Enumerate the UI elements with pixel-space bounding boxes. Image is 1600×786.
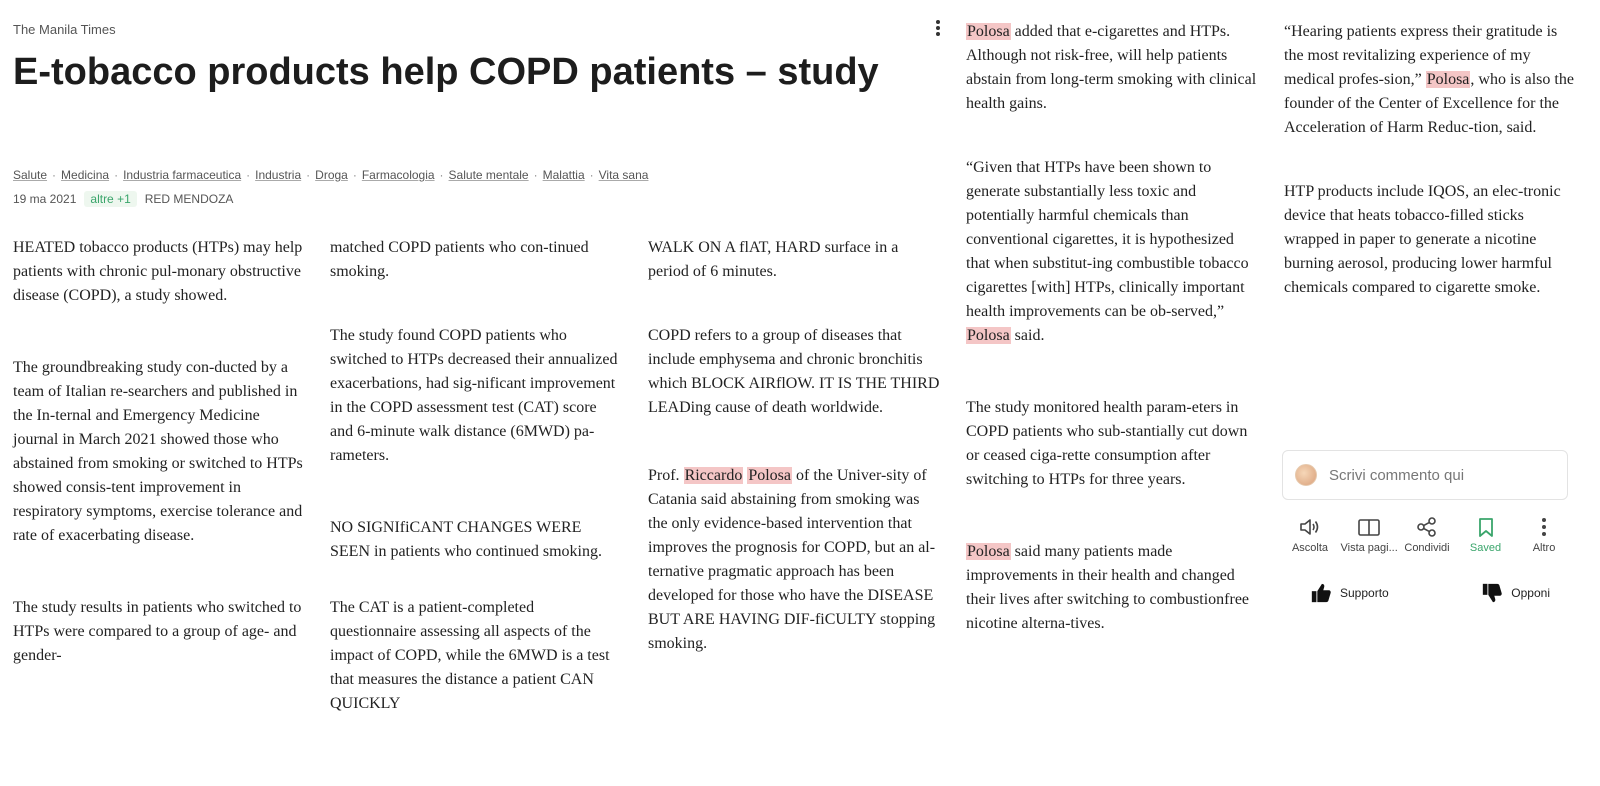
share-icon xyxy=(1415,516,1439,538)
avatar xyxy=(1295,464,1317,486)
paragraph: WALK ON A flAT, HARD surface in a period of 6 minutes. xyxy=(648,239,899,280)
paragraph: COPD refers to a group of diseases that include emphysema and chronic bronchitis which BLOCK AIRflOW. IT IS THE THIRD LEADing cause of death worldwide. xyxy=(648,327,940,416)
tag-item[interactable]: Salute mentale xyxy=(448,168,529,182)
page-view-label: Vista pagi... xyxy=(1340,542,1398,554)
listen-button[interactable] xyxy=(1282,516,1338,554)
article-column-3 xyxy=(648,236,940,704)
tag-item[interactable]: Droga xyxy=(315,168,348,182)
tag-item[interactable]: Industria farmaceutica xyxy=(123,168,242,182)
paragraph: NO SIGNIfiCANT CHANGES WERE SEEN in patients who continued smoking. xyxy=(330,519,602,560)
share-label: Condividi xyxy=(1404,542,1450,554)
page-view-button[interactable] xyxy=(1341,516,1397,554)
paragraph: The study monitored health param-eters in COPD patients who sub-stantially cut down or ceased ciga-rette consumption after switching to HTPs for three years. xyxy=(966,399,1248,488)
thumbs-up-icon xyxy=(1310,582,1332,604)
paragraph: The study results in patients who switched to HTPs were compared to a group of age- and gender- xyxy=(13,599,302,664)
article-column-1 xyxy=(13,236,303,716)
tag-item[interactable]: Salute xyxy=(13,168,48,182)
book-icon xyxy=(1357,516,1381,538)
paragraph: “Given that HTPs have been shown to generate substantially less toxic and potentially harmful chemicals than conventional cigarettes, it is hypothesized that when substitut-ing combustible tobacco cigarettes [with] HTPs, clinically important health improvements can be ob-served,” Polosa said. xyxy=(966,159,1249,344)
search-highlight: Polosa xyxy=(967,543,1010,560)
tag-item[interactable]: Vita sana xyxy=(598,168,649,182)
tag-item[interactable]: Medicina xyxy=(61,168,110,182)
paragraph: HTP products include IQOS, an elec-tronic device that heats tobacco-filled sticks wrapped in paper to generate a nicotine burning aerosol, producing lower harmful chemicals compared to cigarette smoke. xyxy=(1284,183,1561,296)
action-bar xyxy=(1282,516,1572,554)
search-highlight: Polosa xyxy=(1426,71,1470,88)
article-column-4 xyxy=(966,20,1258,684)
share-button[interactable] xyxy=(1399,516,1455,554)
speaker-icon xyxy=(1298,516,1322,538)
search-highlight: Riccardo xyxy=(684,467,743,484)
comment-box[interactable] xyxy=(1282,450,1568,500)
more-vertical-icon xyxy=(1532,516,1556,538)
saved-label: Saved xyxy=(1469,542,1502,554)
vote-bar xyxy=(1310,582,1550,604)
oppose-button[interactable] xyxy=(1481,582,1550,604)
oppose-label: Opponi xyxy=(1511,586,1550,600)
more-options-icon[interactable] xyxy=(930,18,946,40)
publish-date: 19 ma 2021 xyxy=(13,192,77,206)
listen-label: Ascolta xyxy=(1291,542,1329,554)
article-title: E-tobacco products help COPD patients – study xyxy=(13,51,879,93)
paragraph: Polosa said many patients made improvements in their health and changed their lives after switching to combustionfree nicotine alterna-tives. xyxy=(966,543,1250,632)
more-label: Altro xyxy=(1532,542,1556,554)
tag-item[interactable]: Malattia xyxy=(542,168,585,182)
article-meta xyxy=(13,191,233,207)
bookmark-icon xyxy=(1474,516,1498,538)
comment-input[interactable] xyxy=(1329,467,1549,484)
more-button[interactable] xyxy=(1516,516,1572,554)
paragraph: The study found COPD patients who switched to HTPs decreased their annualized exacerbations, had sig-nificant improvement in the COPD assessment test (CAT) score and 6-minute walk distance (6MWD) pa-rameters. xyxy=(330,327,618,464)
more-tags-badge[interactable]: altre +1 xyxy=(84,191,136,207)
paragraph: The CAT is a patient-completed questionnaire assessing all aspects of the impact of COPD, while the 6MWD is a test that measures the distance a patient CAN QUICKLY xyxy=(330,599,610,712)
tag-item[interactable]: Industria xyxy=(255,168,302,182)
thumbs-down-icon xyxy=(1481,582,1503,604)
support-button[interactable] xyxy=(1310,582,1389,604)
paragraph: Polosa added that e-cigarettes and HTPs. Although not risk-free, will help patients abstain from long-term smoking with clinical health gains. xyxy=(966,23,1257,112)
saved-button[interactable] xyxy=(1458,516,1514,554)
author-name[interactable]: RED MENDOZA xyxy=(144,192,234,206)
paragraph: “Hearing patients express their gratitude is the most revitalizing experience of my medical profes-sion,” Polosa, who is also the founder of the Center of Excellence for the Acceleration of Harm Reduc-tion, said. xyxy=(1284,23,1574,136)
paragraph: Prof. Riccardo Polosa of the Univer-sity of Catania said abstaining from smoking was the only evidence-based intervention that improves the prognosis for COPD, but an al-ternative pragmatic approach has been developed for those who have the DISEASE BUT ARE HAVING DIF-fiCULTY stopping smoking. xyxy=(648,467,936,652)
tag-list: Salute · Medicina · Industria farmaceutica · Industria · Droga · Farmacologia · Salute mentale · Malattia · Vita sana xyxy=(13,168,649,182)
tag-item[interactable]: Farmacologia xyxy=(361,168,435,182)
paragraph: matched COPD patients who con-tinued smoking. xyxy=(330,239,589,280)
article-column-5 xyxy=(1284,20,1574,348)
paragraph: HEATED tobacco products (HTPs) may help patients with chronic pul-monary obstructive disease (COPD), a study showed. xyxy=(13,239,303,304)
search-highlight: Polosa xyxy=(748,467,791,484)
paragraph: The groundbreaking study con-ducted by a team of Italian re-searchers and published in the In-ternal and Emergency Medicine journal in March 2021 showed those who abstained from smoking or switched to HTPs showed consis-tent improvement in respiratory symptoms, exercise tolerance and rate of exacerbating disease. xyxy=(13,359,303,544)
support-label: Supporto xyxy=(1340,586,1389,600)
search-highlight: Polosa xyxy=(967,327,1010,344)
search-highlight: Polosa xyxy=(967,23,1010,40)
publisher-name[interactable]: The Manila Times xyxy=(13,22,116,37)
article-column-2 xyxy=(330,236,622,764)
